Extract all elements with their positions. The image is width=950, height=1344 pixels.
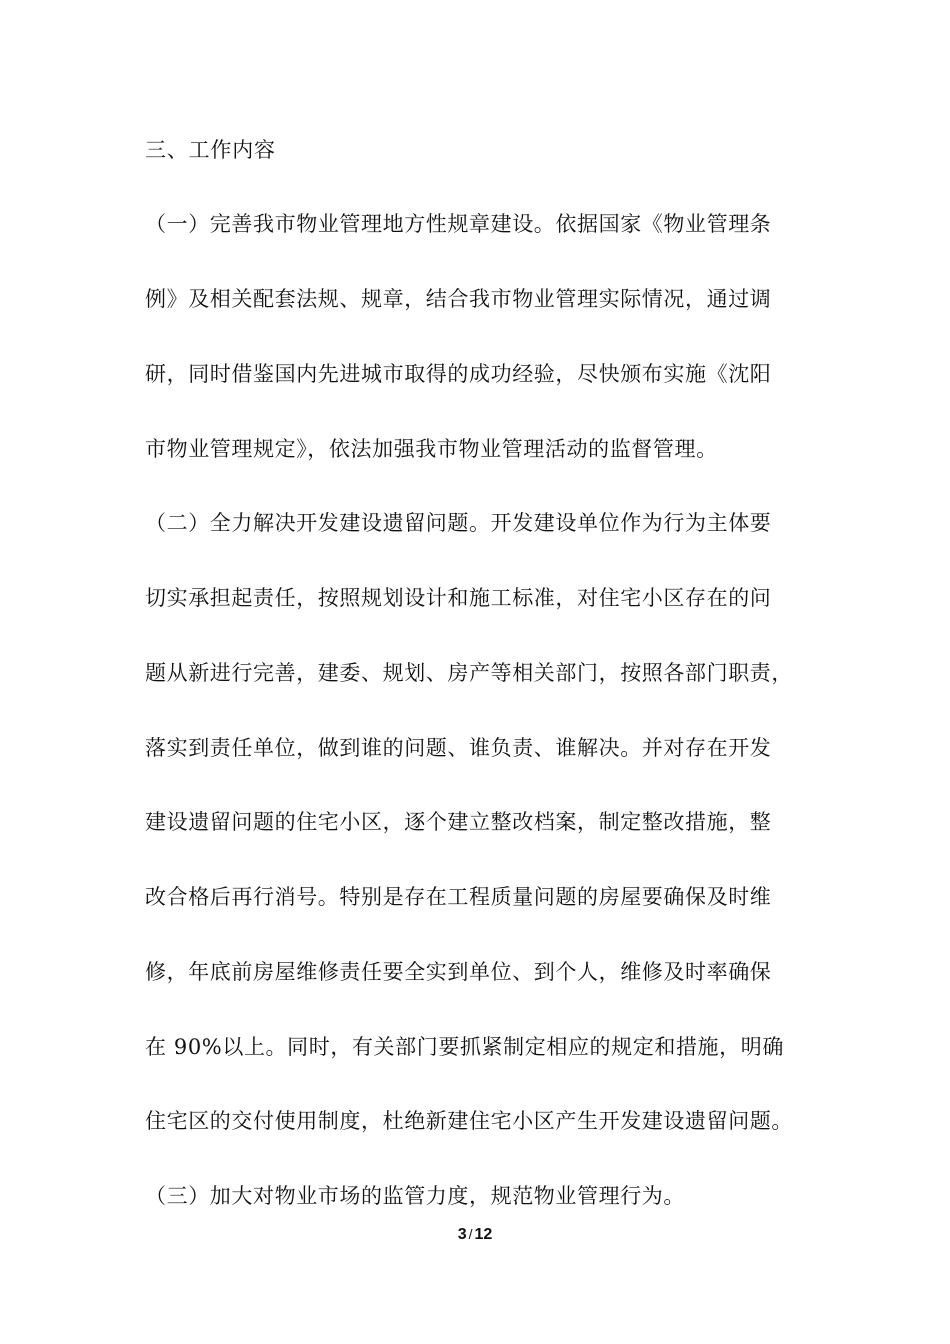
paragraph-line: 题从新进行完善，建委、规划、房产等相关部门，按照各部门职责， <box>145 661 793 685</box>
paragraph-line: 市物业管理规定》，依法加强我市物业管理活动的监督管理。 <box>145 437 718 461</box>
paragraph-line: 落实到责任单位，做到谁的问题、谁负责、谁解决。并对存在开发 <box>145 736 772 760</box>
paragraph-line: 研，同时借鉴国内先进城市取得的成功经验，尽快颁布实施《沈阳 <box>145 362 772 386</box>
paragraph-line: （一）完善我市物业管理地方性规章建设。依据国家《物业管理条 <box>145 212 772 236</box>
page-number <box>0 1226 950 1244</box>
paragraph-line: 例》及相关配套法规、规章，结合我市物业管理实际情况，通过调 <box>145 287 772 311</box>
page-separator: / <box>468 1226 473 1242</box>
paragraph-line: （三）加大对物业市场的监管力度，规范物业管理行为。 <box>145 1184 685 1208</box>
paragraph-line: 住宅区的交付使用制度，杜绝新建住宅小区产生开发建设遗留问题。 <box>145 1109 793 1133</box>
paragraph-line: 在 90%以上。同时，有关部门要抓紧制定相应的规定和措施，明确 <box>145 1035 784 1059</box>
paragraph-line: 修，年底前房屋维修责任要全实到单位、到个人，维修及时率确保 <box>145 960 772 984</box>
paragraph-line: （二）全力解决开发建设遗留问题。开发建设单位作为行为主体要 <box>145 511 772 535</box>
paragraph-line: 切实承担起责任，按照规划设计和施工标准，对住宅小区存在的问 <box>145 586 772 610</box>
page-current: 3 <box>457 1226 467 1243</box>
paragraph-line: 建设遗留问题的住宅小区，逐个建立整改档案，制定整改措施，整 <box>145 810 772 834</box>
section-heading: 三、工作内容 <box>145 138 276 162</box>
paragraph-line: 改合格后再行消号。特别是存在工程质量问题的房屋要确保及时维 <box>145 885 772 909</box>
page-total: 12 <box>474 1226 493 1243</box>
